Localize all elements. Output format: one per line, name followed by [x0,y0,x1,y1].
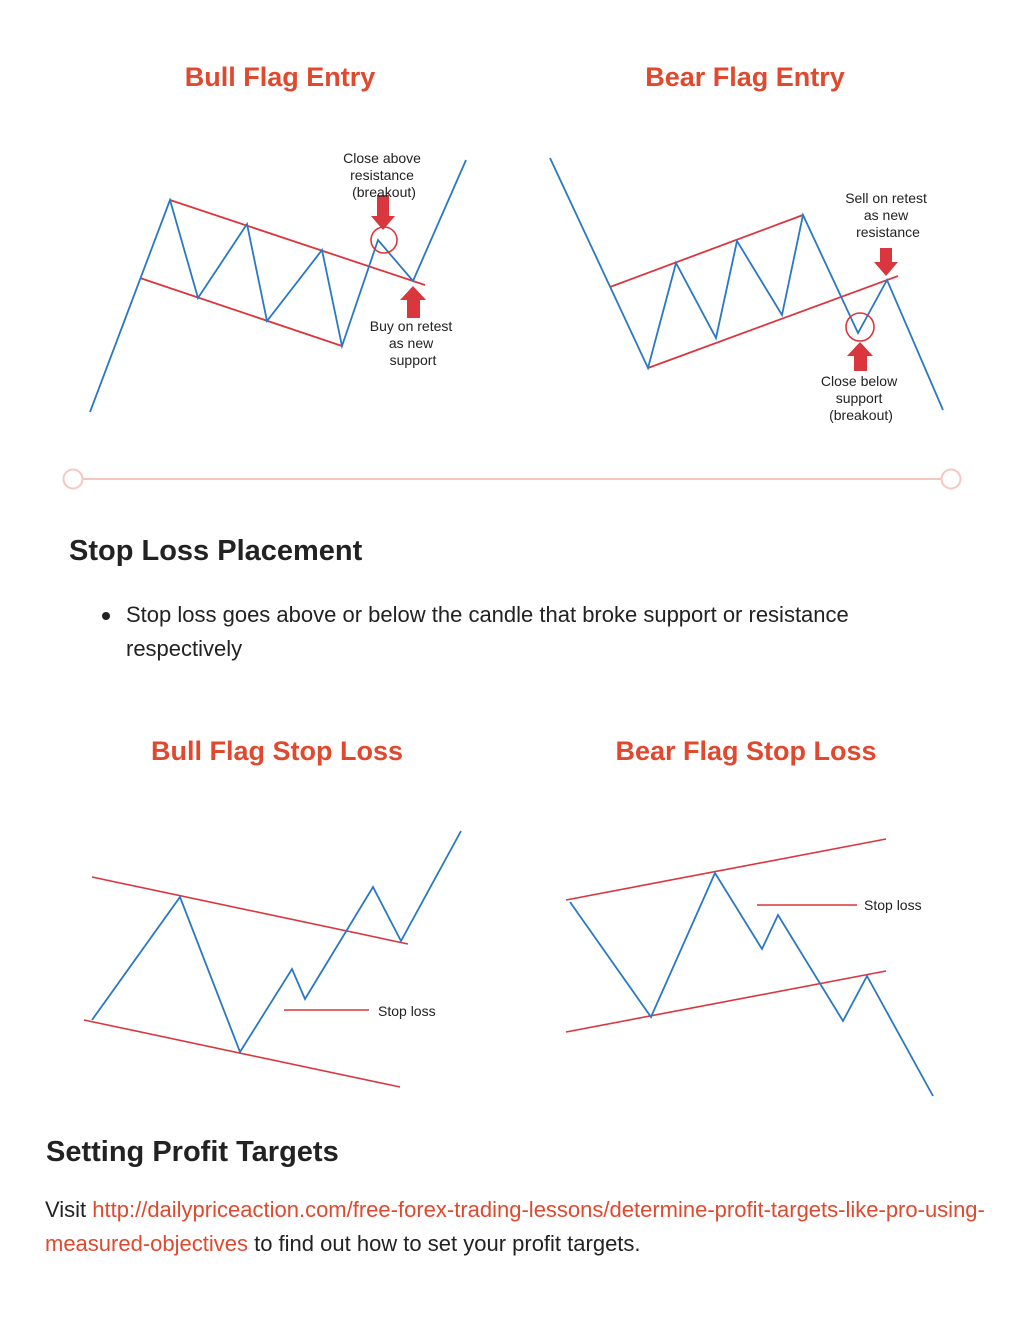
profit-targets-heading: Setting Profit Targets [46,1136,339,1168]
breakout-annotation: Close above resistance (breakout) [343,150,421,200]
bear-flag-entry-title: Bear Flag Entry [645,62,845,92]
stop-loss-label: Stop loss [378,1003,436,1019]
text-before-link: Visit [45,1197,93,1222]
profit-targets-link[interactable]: http://dailypriceaction.com/free-forex-trading-lessons/determine-profit-targets-like-pro-using-measured-objectives [45,1197,985,1256]
list-item: Stop loss goes above or below the candle that broke support or resistance respectively [102,598,962,666]
bull-flag-stop-diagram [0,0,512,1110]
retest-annotation: Sell on retest as new resistance [845,190,927,240]
breakout-annotation: Close below support (breakout) [820,373,898,423]
bear-flag-stop-diagram [512,0,1024,1110]
support-line [84,1020,400,1087]
text-after-link: to find out how to set your profit targets. [247,1231,641,1256]
bull-flag-entry-title: Bull Flag Entry [184,62,376,92]
support-line [566,971,886,1032]
retest-annotation: Buy on retest as new support [369,318,453,368]
bull-flag-stop-title: Bull Flag Stop Loss [150,736,403,766]
profit-targets-text [45,1193,985,1261]
bear-flag-stop-title: Bear Flag Stop Loss [615,736,877,766]
stop-loss-heading: Stop Loss Placement [69,535,363,567]
stop-loss-label: Stop loss [864,897,922,913]
resistance-line [92,877,408,944]
